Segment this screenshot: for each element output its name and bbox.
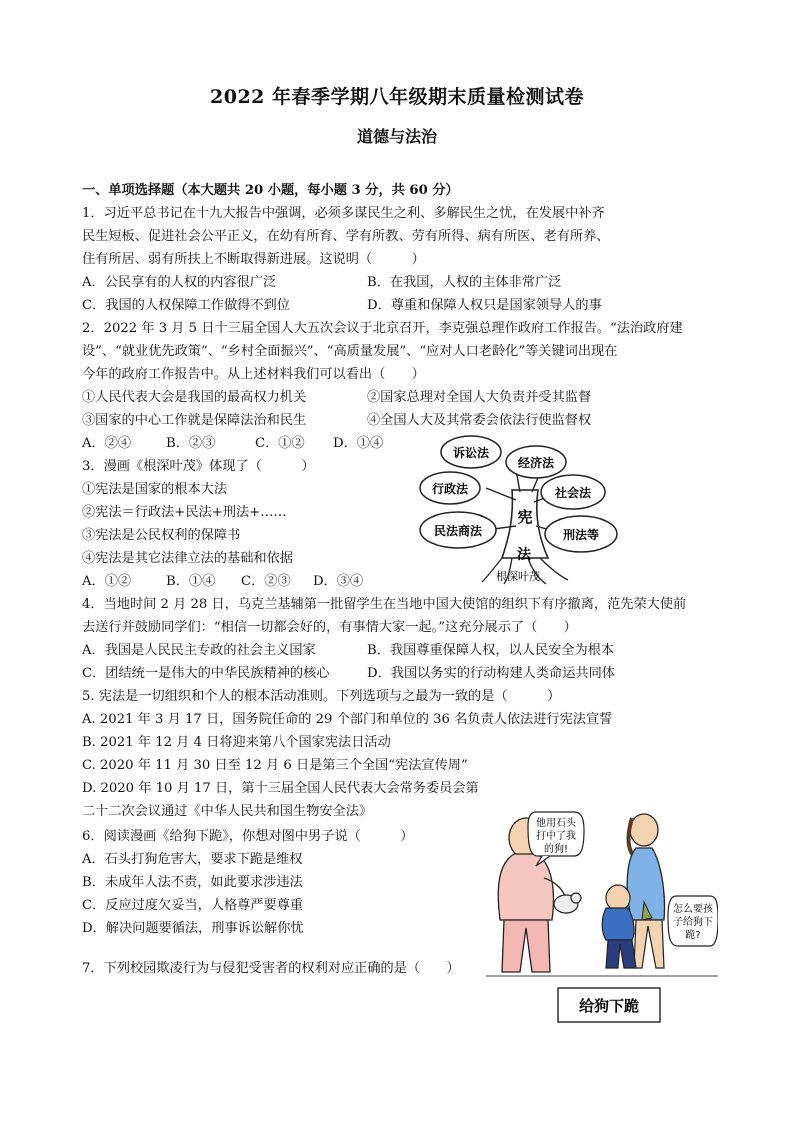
leaf-label-4: 社会法: [554, 486, 592, 500]
trunk-label: 宪: [517, 508, 533, 526]
q3-option-b: B．①④: [166, 574, 216, 589]
q2-option-d: D．①④: [333, 436, 384, 451]
q4-option-c: C．团结统一是伟大的中华民族精神的核心: [82, 666, 330, 681]
q4-stem-line-2: 去送行并鼓励同学们：“相信一切都会好的，有事情大家一起。”这充分展示了（ ）: [82, 620, 577, 635]
child-head: [606, 885, 630, 911]
q2-statement-4: ④全国人大及其常委会依法行使监督权: [367, 413, 592, 428]
leaf-label-1: 诉讼法: [452, 446, 490, 460]
q2-option-a: A．②④: [82, 436, 132, 451]
leaf-label-2: 经济法: [517, 456, 555, 470]
q3-stem: 3．漫画《根深叶茂》体现了（ ）: [82, 459, 315, 474]
root-label: 法: [517, 547, 531, 563]
q1-option-a: A．公民享有的人权的内容很广泛: [82, 275, 277, 290]
q2-statement-3: ③国家的中心工作就是保障法治和民生: [82, 413, 307, 428]
q3-option-c: C．②③: [241, 574, 291, 589]
q7-stem: 7．下列校园欺凌行为与侵犯受害者的权利对应正确的是（ ）: [82, 961, 460, 976]
dog-kneel-cartoon: [486, 808, 718, 1028]
q2-statement-2: ②国家总理对全国人大负责并受其监督: [367, 390, 592, 405]
bubble1-line-2: 打中了我: [536, 831, 576, 842]
q2-statement-1: ①人民代表大会是我国的最高权力机关: [82, 390, 307, 405]
q5-stem: 5. 宪法是一切组织和个人的根本活动准则。下列选项与之最为一致的是（ ）: [82, 689, 561, 704]
q2-option-c: C．①②: [255, 436, 305, 451]
dog-cartoon-caption: 给狗下跪: [578, 997, 640, 1015]
q5-option-d-line-1: D. 2020 年 10 月 17 日，第十三届全国人民代表大会常务委员会第: [82, 781, 479, 796]
q4-option-b: B．我国尊重保障人权，以人民安全为根本: [367, 643, 615, 658]
bubble2-line-2: 子给狗下: [673, 917, 713, 928]
q1-stem-line-2: 民生短板、促进社会公平正义，在幼有所育、学有所教、劳有所得、病有所医、老有所养、: [82, 229, 610, 244]
q5-option-a: A. 2021 年 3 月 17 日，国务院任命的 29 个部门和单位的 36 名负责人依法进行宪法宣誓: [82, 712, 613, 727]
q2-stem-line-3: 今年的政府工作报告中。从上述材料我们可以看出（ ）: [82, 367, 425, 382]
leaf-label-5: 民法商法: [433, 524, 483, 538]
q1-stem-line-3: 住有所居、弱有所扶上不断取得新进展。这说明（ ）: [82, 252, 425, 267]
q3-statement-1: ①宪法是国家的根本大法: [82, 482, 228, 497]
q6-option-a: A．石头打狗危害大，要求下跪是维权: [82, 852, 303, 867]
exam-title: 2022 年春季学期八年级期末质量检测试卷: [210, 86, 584, 108]
q3-option-d: D．③④: [313, 574, 364, 589]
bubble2-line-1: 怎么要孩: [673, 904, 713, 915]
bubble1-line-3: 的狗!: [543, 844, 569, 855]
leaf-label-3: 行政法: [431, 482, 469, 496]
q3-statement-3: ③宪法是公民权利的保障书: [82, 528, 241, 543]
tree-caption: 根深叶茂: [496, 570, 540, 583]
q5-option-c: C. 2020 年 11 月 30 日至 12 月 6 日是第三个全国“宪法宣传周”: [82, 758, 468, 773]
bubble2-line-3: 跪?: [685, 930, 701, 941]
q4-stem-line-1: 4．当地时间 2 月 28 日，乌克兰基辅第一批留学生在当地中国大使馆的组织下有序撤离，范先荣大使前: [82, 597, 687, 612]
q6-option-d: D．解决问题要循法，刑事诉讼解你忧: [82, 921, 304, 936]
section-heading: 一、单项选择题（本大题共 20 小题，每小题 3 分，共 60 分）: [82, 183, 459, 198]
q2-stem-line-2: 设”、“就业优先政策”、“乡村全面振兴”、“高质量发展”、“应对人口老龄化”等关键词出现在: [82, 344, 618, 359]
exam-subject: 道德与法治: [356, 127, 437, 146]
woman-head: [630, 814, 658, 846]
bubble1-line-1: 他用石头: [536, 818, 576, 829]
q1-option-c: C．我国的人权保障工作做得不到位: [82, 298, 290, 313]
q4-option-a: A．我国是人民民主专政的社会主义国家: [82, 643, 316, 658]
q3-option-a: A．①②: [82, 574, 132, 589]
q5-option-d-line-2: 二十二次会议通过《中华人民共和国生物安全法》: [82, 804, 373, 819]
leaf-label-6: 刑法等: [562, 528, 600, 542]
q2-stem-line-1: 2．2022 年 3 月 5 日十三届全国人大五次会议于北京召开，李克强总理作政府工作报告。“法治政府建: [82, 321, 683, 336]
q3-statement-2: ②宪法＝行政法+民法+刑法+……: [82, 505, 287, 520]
q6-option-b: B．未成年人法不责，如此要求涉违法: [82, 875, 303, 890]
tree-cartoon: [416, 430, 648, 586]
q6-stem: 6．阅读漫画《给狗下跪》，你想对图中男子说（ ）: [82, 829, 414, 844]
q6-option-c: C．反应过度欠妥当，人格尊严要尊重: [82, 898, 304, 913]
q4-option-d: D．我国以务实的行动构建人类命运共同体: [367, 666, 615, 681]
q5-option-b: B. 2021 年 12 月 4 日将迎来第八个国家宪法日活动: [82, 735, 391, 750]
q3-statement-4: ④宪法是其它法律立法的基础和依据: [82, 551, 293, 566]
q1-option-b: B．在我国，人权的主体非常广泛: [367, 275, 562, 290]
q2-option-b: B．②③: [166, 436, 216, 451]
q1-stem-line-1: 1．习近平总书记在十九大报告中强调，必须多谋民生之利、多解民生之忧，在发展中补齐: [82, 206, 605, 221]
q1-option-d: D．尊重和保障人权只是国家领导人的事: [367, 298, 602, 313]
